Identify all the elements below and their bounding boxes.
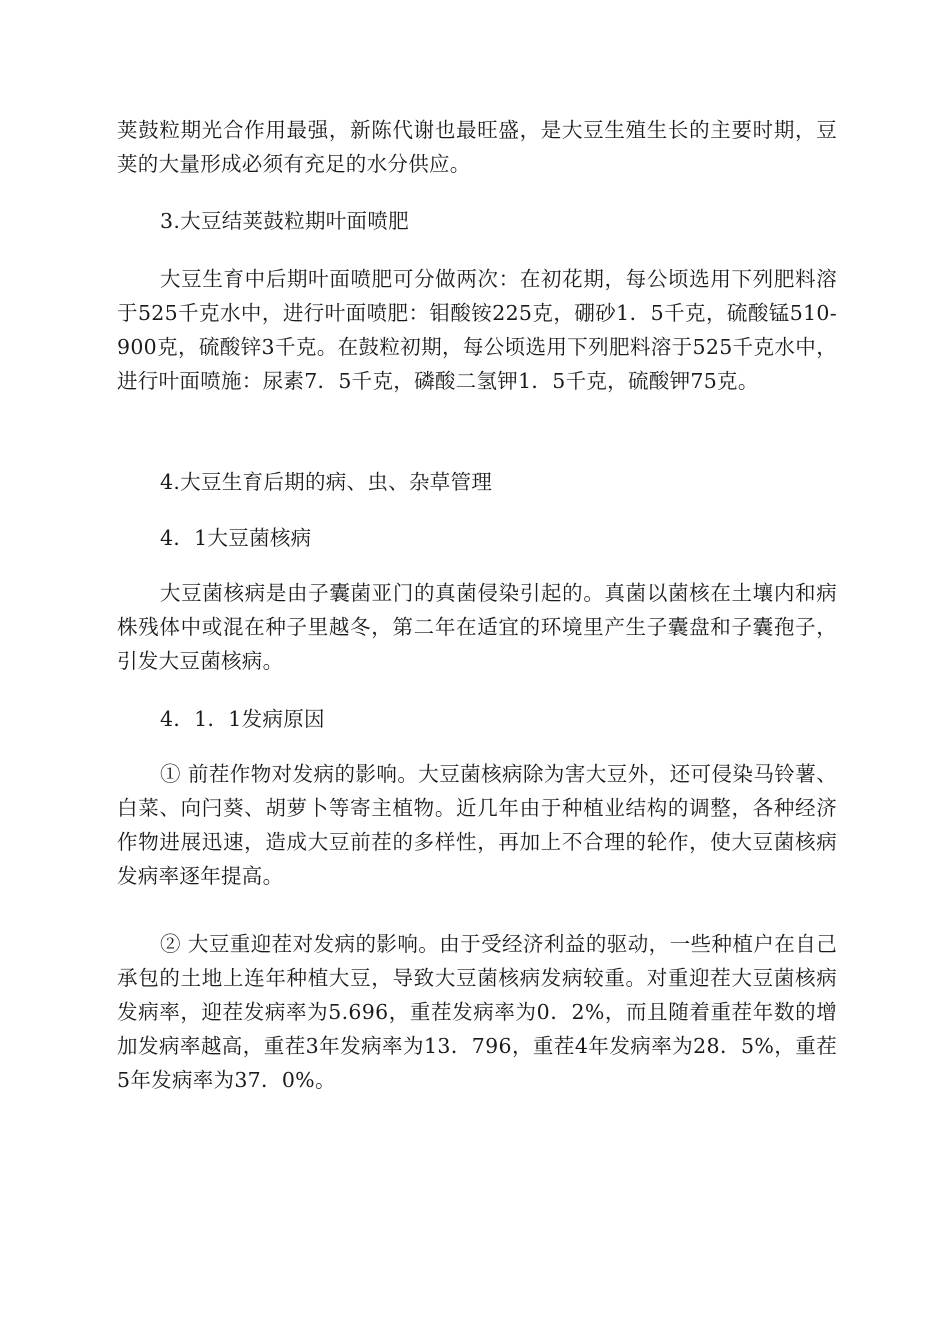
paragraph-cause-2: ② 大豆重迎茬对发病的影响。由于受经济利益的驱动，一些种植户在自己承包的土地上连年种植大豆，导致大豆菌核病发病较重。对重迎茬大豆菌核病发病率，迎茬发病率为5.696，重茬发病率为0．2%，而且随着重茬年数的增加发病率越高，重茬3年发病率为13．796，重茬4年发病率为28．5%，重茬5年发病率为37．0%。 xyxy=(117,932,837,1092)
section-heading-3: 3.大豆结荚鼓粒期叶面喷肥 xyxy=(160,209,409,233)
paragraph-foliar-fertilizer: 大豆生育中后期叶面喷肥可分做两次：在初花期，每公顷选用下列肥料溶于525千克水中，进行叶面喷肥：钼酸铵225克，硼砂1．5千克，硫酸锰510-900克，硫酸锌3千克。在鼓粒初期，每公顷选用下列肥料溶于525千克水中，进行叶面喷施：尿素7．5千克，磷酸二氢钾1．5千克，硫酸钾75克。 xyxy=(117,267,837,393)
subsection-heading-4-1: 4．1大豆菌核病 xyxy=(160,526,312,550)
paragraph-continuation: 荚鼓粒期光合作用最强，新陈代谢也最旺盛，是大豆生殖生长的主要时期，豆荚的大量形成必须有充足的水分供应。 xyxy=(117,118,837,176)
paragraph-sclerotinia: 大豆菌核病是由子囊菌亚门的真菌侵染引起的。真菌以菌核在土壤内和病株残体中或混在种子里越冬，第二年在适宜的环境里产生子囊盘和子囊孢子，引发大豆菌核病。 xyxy=(117,581,837,673)
subsection-heading-4-1-1: 4．1．1发病原因 xyxy=(160,707,325,731)
paragraph-cause-1: ① 前茬作物对发病的影响。大豆菌核病除为害大豆外，还可侵染马铃薯、白菜、向闩葵、胡萝卜等寄主植物。近几年由于种植业结构的调整，各种经济作物进展迅速，造成大豆前茬的多样性，再加上不合理的轮作，使大豆菌核病发病率逐年提高。 xyxy=(117,762,837,888)
section-heading-4: 4.大豆生育后期的病、虫、杂草管理 xyxy=(160,470,493,494)
